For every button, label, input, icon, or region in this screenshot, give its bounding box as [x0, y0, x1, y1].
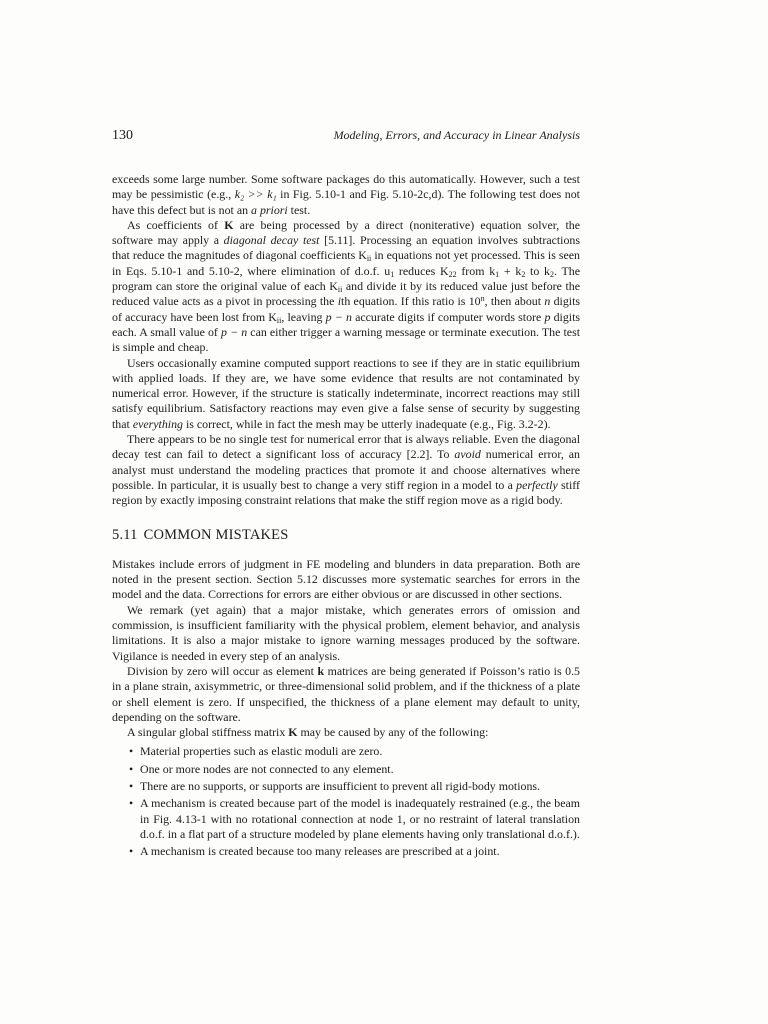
- paragraph-no-single-test: There appears to be no single test for numerical error that is always reliable. Even the diagonal decay test can fail to detect a significant loss of accuracy [2.2]. To avoid numerical error, an analyst must understand the modeling practices that promote it and choose alternatives where possible. In particular, it is usually best to change a very stiff region in a model to a perfectly stiff region by exactly imposing constraint relations that make the stiff region move as a rigid body.: [112, 432, 580, 508]
- section-number: 5.11: [112, 526, 138, 543]
- paragraph-mistakes-intro: Mistakes include errors of judgment in FE modeling and blunders in data preparation. Both are noted in the present section. Section 5.12 discusses more systematic searches for errors in the model and the data. Corrections for errors are either obvious or are discussed in other sections.: [112, 556, 580, 602]
- paragraph-support-reactions: Users occasionally examine computed support reactions to see if they are in static equilibrium with applied loads. If they are, we have some evidence that results are not contaminated by numerical error. However, if the structure is statically indeterminate, incorrect reactions may still satisfy equilibrium. Satisfactory reactions may even give a false sense of security by suggesting that everything is correct, while in fact the mesh may be utterly inadequate (e.g., Fig. 3.2-2).: [112, 355, 580, 431]
- paragraph-diagonal-decay: As coefficients of K are being processed by a direct (noniterative) equation solver, the software may apply a diagonal decay test [5.11]. Processing an equation involves subtractions that reduce the magnitudes of diagonal coefficients $K_{ii}$ in equations not yet processed. This is seen in Eqs. 5.10-1 and 5.10-2, where elimination of d.o.f. $u_1$ reduces $K_{22}$ from $k_1 + k_2$ to $k_2$. The program can store the original value of each $K_{ii}$ and divide it by its reduced value just before the reduced value acts as a pivot in processing the ith equation. If this ratio is 10$^n$, then about n digits of accuracy have been lost from $K_{ii}$, leaving p − n accurate digits if computer words store p digits each. A small value of p − n can either trigger a warning message or terminate execution. The test is simple and cheap.: [112, 217, 581, 355]
- list-item: • Material properties such as elastic moduli are zero.: [129, 744, 383, 759]
- bullet-list: [112, 744, 580, 859]
- running-head: [112, 128, 580, 148]
- paragraph-singular-matrix: A singular global stiffness matrix K may be caused by any of the following:: [127, 725, 489, 740]
- running-title: Modeling, Errors, and Accuracy in Linear Analysis: [333, 128, 580, 142]
- section-title: COMMON MISTAKES: [143, 526, 289, 543]
- bullet-icon: •: [129, 744, 134, 759]
- paragraph-continued: exceeds some large number. Some software packages do this automatically. However, such a test may be pessimistic (e.g., k₂ >> k₁ in Fig. 5.10-1 and Fig. 5.10-2c,d). The following test does not have this defect but is not an a priori test.: [112, 172, 580, 217]
- list-item: • A mechanism is created because too many releases are prescribed at a joint.: [129, 844, 500, 859]
- section-heading: [112, 528, 580, 543]
- page-body: [112, 172, 580, 861]
- page-number: 130: [112, 128, 133, 143]
- bullet-icon: •: [129, 844, 134, 859]
- bullet-icon: •: [129, 796, 134, 811]
- list-item: • A mechanism is created because part of the model is inadequately restrained (e.g., the beam in Fig. 4.13-1 with no rotational connection at node 1, or no restraint of lateral translation d.o.f. in a flat part of a structure modeled by plane elements having only translational d.o.f.).: [129, 796, 580, 841]
- bullet-icon: •: [129, 778, 134, 793]
- bullet-icon: •: [129, 761, 134, 776]
- paragraph-major-mistake: We remark (yet again) that a major mistake, which generates errors of omission and commission, is insufficient familiarity with the physical problem, element behavior, and analysis limitations. It is also a major mistake to ignore warning messages produced by the software. Vigilance is needed in every step of an analysis.: [112, 602, 580, 663]
- list-item: • There are no supports, or supports are insufficient to prevent all rigid-body motions.: [129, 778, 541, 793]
- list-item: • One or more nodes are not connected to any element.: [129, 761, 394, 776]
- paragraph-division-by-zero: Division by zero will occur as element k matrices are being generated if Poisson’s ratio is 0.5 in a plane strain, axisymmetric, or three-dimensional solid problem, and if the thickness of a plate or shell element is zero. If unspecified, the thickness of a plane element may default to unity, depending on the software.: [112, 663, 580, 724]
